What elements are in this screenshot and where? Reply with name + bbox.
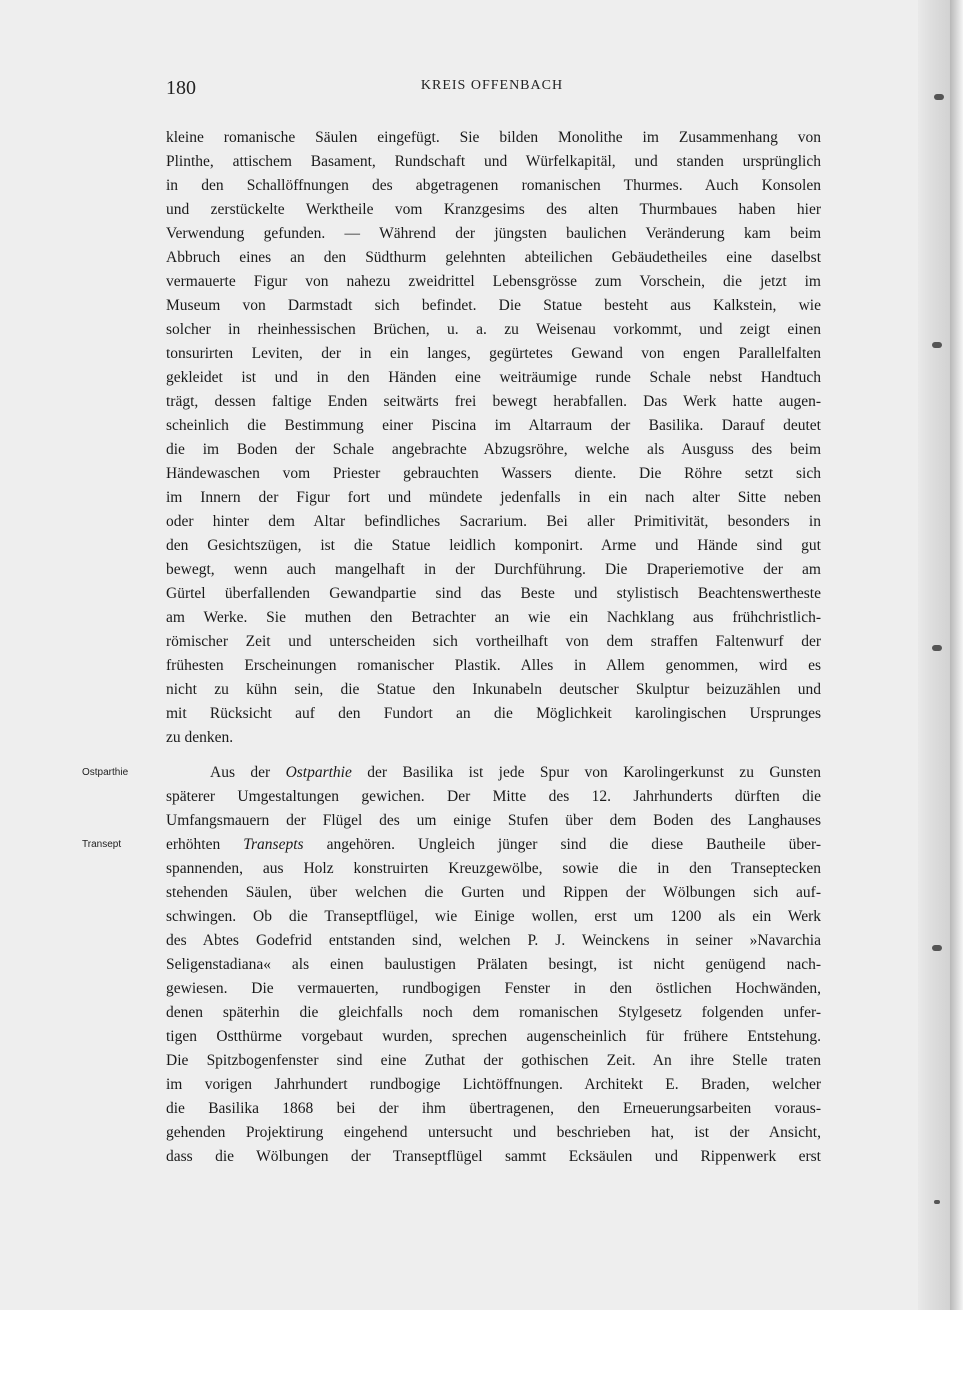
text-line: zu denken.	[166, 729, 234, 746]
text-line: frühesten Erscheinungen romanischer Plastik. Alles in Allem genommen, wird es	[166, 657, 821, 674]
text-line: in den Schallöffnungen des abgetragenen romanischen Thurmes. Auch Konsolen	[166, 177, 821, 194]
page-number: 180	[166, 77, 196, 99]
text-line: römischer Zeit und unterscheiden sich vortheilhaft von dem straffen Faltenwurf der	[166, 633, 821, 650]
margin-note-transept: Transept	[82, 839, 122, 850]
text-line: des Abtes Godefrid entstanden sind, welchen P. J. Weinckens in seiner »Navarchia	[166, 932, 821, 949]
text-line: oder hinter dem Altar befindliches Sacrarium. Bei aller Primitivität, besonders in	[166, 513, 821, 530]
text-line: Aus der Ostparthie der Basilika ist jede Spur von Karolingerkunst zu Gunsten	[210, 764, 821, 781]
text-line: Gürtel überfallenden Gewandpartie sind das Beste und stylistisch Beachtenswertheste	[166, 585, 821, 602]
page-edge	[918, 0, 950, 1310]
emphasis-term: Transepts	[243, 836, 304, 853]
text-line: die im Boden der Schale angebrachte Abzugsröhre, welche als Ausguss des beim	[166, 441, 821, 458]
text-line: schwingen. Ob die Transeptflügel, wie Einige wollen, erst um 1200 als ein Werk	[166, 908, 821, 925]
emphasis-term: Ostparthie	[285, 764, 352, 781]
text-line: späterer Umgestaltungen gewichen. Der Mitte des 12. Jahrhunderts dürften die	[166, 788, 821, 805]
text-line: Händewaschen vom Priester gebrauchten Wassers diente. Die Röhre setzt sich	[166, 465, 821, 482]
binding-mark	[932, 645, 942, 651]
text-line: die Basilika 1868 bei der ihm übertragenen, den Erneuerungsarbeiten voraus-	[166, 1100, 821, 1117]
text-line: vermauerte Figur von nahezu zweidrittel Lebensgrösse zum Vorschein, die jetzt im	[166, 273, 821, 290]
text-line: kleine romanische Säulen eingefügt. Sie bilden Monolithe im Zusammenhang von	[166, 129, 821, 146]
text-line: und zerstückelte Werktheile vom Kranzgesims des alten Thurmbaues haben hier	[166, 201, 821, 218]
text-line: mit Rücksicht auf den Fundort an die Möglichkeit karolingischen Ursprunges	[166, 705, 821, 722]
paragraph-ostparthie	[166, 761, 821, 1169]
text-line: Verwendung gefunden. — Während der jüngsten baulichen Veränderung kam beim	[166, 225, 821, 242]
margin-note-ostparthie: Ostparthie	[82, 767, 129, 778]
text-line: scheinlich die Bestimmung einer Piscina im Altarraum der Basilika. Darauf deutet	[166, 417, 821, 434]
text-line: Abbruch eines an den Südthurm gelehnten abteilichen Gebäudetheiles eine daselbst	[166, 249, 821, 266]
text-line: gehenden Projektirung eingehend untersucht und beschrieben hat, ist der Ansicht,	[166, 1124, 821, 1141]
text-line: spannenden, aus Holz konstruirten Kreuzgewölbe, sowie die in den Transeptecken	[166, 860, 821, 877]
text-line: gekleidet ist und in den Händen eine weiträumige runde Schale nebst Handtuch	[166, 369, 821, 386]
binding-mark	[932, 342, 942, 348]
text-line: den Gesichtszügen, ist die Statue leidlich komponirt. Arme und Hände sind gut	[166, 537, 821, 554]
text-line: trägt, dessen faltige Enden seitwärts frei bewegt herabfallen. Das Werk hatte augen-	[166, 393, 821, 410]
binding-mark	[934, 94, 944, 100]
text-line: solcher in rheinhessischen Brüchen, u. a. zu Weisenau vorkommt, und zeigt einen	[166, 321, 821, 338]
text-line: Seligenstadiana« als einen baulustigen Prälaten besingt, ist nicht genügend nach-	[166, 956, 821, 973]
running-head: KREIS OFFENBACH	[420, 78, 564, 93]
text-line: gewiesen. Die vermauerten, rundbogigen Fenster in den östlichen Hochwänden,	[166, 980, 821, 997]
paragraph-statue	[166, 126, 821, 750]
paragraph-ostparthie-rest	[166, 857, 821, 1169]
text-line: am Werke. Sie muthen den Betrachter an wie ein Nachklang aus frühchristlich-	[166, 609, 821, 626]
text-line: im vorigen Jahrhundert rundbogige Lichtöffnungen. Architekt E. Braden, welcher	[166, 1076, 821, 1093]
text-line: stehenden Säulen, über welchen die Gurten und Rippen der Wölbungen sich auf-	[166, 884, 821, 901]
text-line: tonsurirten Leviten, der in ein langes, gegürtetes Gewand von engen Parallelfalten	[166, 345, 821, 362]
text-line: Museum von Darmstadt sich befindet. Die Statue besteht aus Kalkstein, wie	[166, 297, 821, 314]
text-line: tigen Ostthürme vorgebaut wurden, sprechen augenscheinlich für frühere Entstehung.	[166, 1028, 821, 1045]
binding-mark	[934, 1200, 940, 1204]
page-shadow	[950, 0, 963, 1310]
text-line: Plinthe, attischem Basament, Rundschaft und Würfelkapitäl, und standen ursprünglich	[166, 153, 821, 170]
text-line: dass die Wölbungen der Transeptflügel sammt Ecksäulen und Rippenwerk erst	[166, 1148, 821, 1165]
text-line: nicht zu kühn sein, die Statue den Inkunabeln deutscher Skulptur beizuzählen und	[166, 681, 821, 698]
binding-mark	[932, 945, 942, 951]
text-line: erhöhten Transepts angehören. Ungleich jünger sind die diese Bautheile über-	[166, 836, 821, 853]
text-line: Umfangsmauern der Flügel des um einige Stufen über dem Boden des Langhauses	[166, 812, 821, 829]
text-line: denen späterhin die gleichfalls noch dem romanischen Stylgesetz folgenden unfer-	[166, 1004, 821, 1021]
text-line: bewegt, wenn auch mangelhaft in der Durchführung. Die Draperiemotive der am	[166, 561, 821, 578]
text-line: im Innern der Figur fort und mündete jedenfalls in ein nach alter Sitte neben	[166, 489, 821, 506]
text-line: Die Spitzbogenfenster sind eine Zuthat der gothischen Zeit. An ihre Stelle traten	[166, 1052, 821, 1069]
